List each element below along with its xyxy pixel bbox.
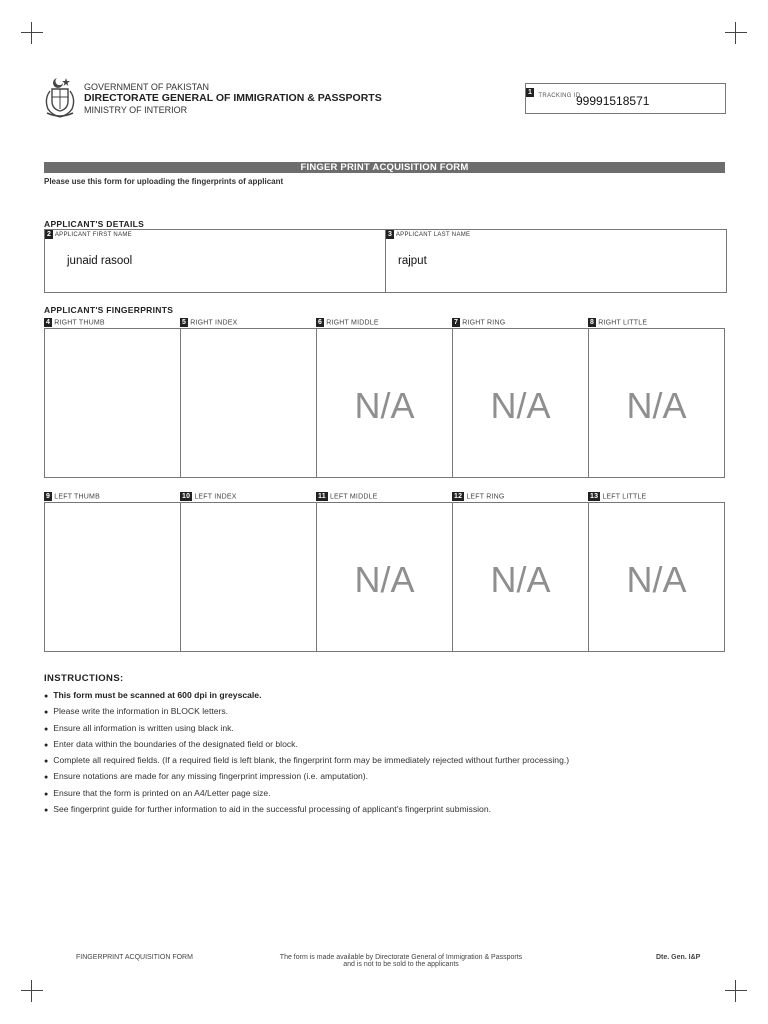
right-index-box[interactable] bbox=[181, 329, 317, 477]
right-little-label bbox=[588, 318, 647, 327]
instruction-item: ● Ensure notations are made for any missing fingerprint impression (i.e. amputation). bbox=[44, 769, 569, 785]
left-little-label bbox=[588, 492, 646, 501]
tracking-id-label: TRACKING ID bbox=[538, 93, 581, 99]
finger-label: LEFT LITTLE bbox=[602, 493, 647, 501]
left-ring-box[interactable] bbox=[453, 503, 589, 651]
finger-label: LEFT MIDDLE bbox=[329, 493, 378, 501]
footer-notice-line2: and is not to be sold to the applicants bbox=[343, 961, 459, 968]
first-name-field[interactable] bbox=[44, 229, 386, 293]
right-thumb-box[interactable] bbox=[45, 329, 181, 477]
tracking-id-field[interactable] bbox=[525, 83, 726, 114]
last-name-value: rajput bbox=[398, 255, 427, 267]
field-number: 5 bbox=[182, 319, 187, 326]
right-ring-label bbox=[452, 318, 505, 327]
finger-label: RIGHT LITTLE bbox=[598, 319, 648, 327]
left-ring-label bbox=[452, 492, 505, 501]
right-middle-label bbox=[316, 318, 379, 327]
last-name-label: APPLICANT LAST NAME bbox=[395, 232, 471, 239]
left-middle-label bbox=[316, 492, 378, 501]
field-number: 12 bbox=[454, 493, 463, 500]
field-number: 3 bbox=[388, 231, 393, 238]
field-number: 10 bbox=[182, 493, 191, 500]
field-number: 9 bbox=[46, 493, 51, 500]
fingerprints-heading: APPLICANT'S FINGERPRINTS bbox=[44, 305, 174, 315]
instructions-heading: INSTRUCTIONS: bbox=[44, 673, 124, 684]
instruction-item: ● See fingerprint guide for further information to aid in the successful processing of applicant's fingerprint submission. bbox=[44, 802, 569, 818]
footer-form-name: FINGERPRINT ACQUISITION FORM bbox=[76, 954, 193, 961]
instruction-item: ● Ensure all information is written using black ink. bbox=[44, 721, 569, 737]
left-hand-fingerprint-grid bbox=[44, 502, 725, 652]
left-thumb-label bbox=[44, 492, 100, 501]
crop-mark-top-left bbox=[21, 22, 43, 44]
ministry-name: MINISTRY OF INTERIOR bbox=[84, 105, 188, 115]
finger-label: RIGHT RING bbox=[462, 319, 506, 327]
form-subtitle: Please use this form for uploading the fingerprints of applicant bbox=[44, 177, 284, 186]
field-number: 6 bbox=[318, 319, 323, 326]
right-little-box[interactable] bbox=[589, 329, 724, 477]
field-number: 1 bbox=[528, 89, 532, 97]
instructions-list bbox=[44, 688, 569, 818]
finger-mark: N/A bbox=[354, 385, 415, 426]
instruction-item: ● Enter data within the boundaries of the designated field or block. bbox=[44, 737, 569, 753]
left-little-box[interactable] bbox=[589, 503, 724, 651]
finger-label: LEFT THUMB bbox=[54, 493, 100, 501]
instruction-item: ● Ensure that the form is printed on an A4/Letter page size. bbox=[44, 786, 569, 802]
footer-notice bbox=[256, 954, 546, 968]
finger-label: RIGHT MIDDLE bbox=[326, 319, 379, 327]
right-index-label bbox=[180, 318, 237, 327]
state-emblem-icon bbox=[41, 75, 79, 119]
field-number: 7 bbox=[454, 319, 459, 326]
right-middle-box[interactable] bbox=[317, 329, 453, 477]
finger-mark: N/A bbox=[626, 385, 687, 426]
crop-mark-bottom-right bbox=[725, 980, 747, 1002]
field-number: 8 bbox=[590, 319, 595, 326]
finger-label: LEFT RING bbox=[466, 493, 505, 501]
first-name-value: junaid rasool bbox=[67, 255, 133, 267]
left-middle-box[interactable] bbox=[317, 503, 453, 651]
field-number: 11 bbox=[318, 493, 326, 500]
instruction-item: ● This form must be scanned at 600 dpi in greyscale. bbox=[44, 688, 569, 704]
finger-mark: N/A bbox=[354, 559, 415, 600]
instruction-item: ● Complete all required fields. (If a required field is left blank, the fingerprint form may be immediately rejected without further processing.) bbox=[44, 753, 569, 769]
government-name: GOVERNMENT OF PAKISTAN bbox=[84, 82, 210, 92]
directorate-name: DIRECTORATE GENERAL OF IMMIGRATION & PASSPORTS bbox=[84, 92, 382, 104]
field-number: 2 bbox=[47, 231, 52, 238]
instruction-item: ● Please write the information in BLOCK letters. bbox=[44, 704, 569, 720]
finger-mark: N/A bbox=[490, 559, 551, 600]
left-thumb-box[interactable] bbox=[45, 503, 181, 651]
first-name-label: APPLICANT FIRST NAME bbox=[54, 232, 132, 239]
field-number: 4 bbox=[46, 319, 51, 326]
right-hand-labels bbox=[44, 318, 725, 328]
last-name-field[interactable] bbox=[385, 229, 727, 293]
finger-label: RIGHT THUMB bbox=[54, 319, 105, 327]
footer-notice-line1: The form is made available by Directorate General of Immigration & Passports bbox=[279, 954, 523, 961]
right-ring-box[interactable] bbox=[453, 329, 589, 477]
left-index-box[interactable] bbox=[181, 503, 317, 651]
left-hand-labels bbox=[44, 492, 725, 502]
crop-mark-bottom-left bbox=[21, 980, 43, 1002]
right-hand-fingerprint-grid bbox=[44, 328, 725, 478]
finger-mark: N/A bbox=[490, 385, 551, 426]
crop-mark-top-right bbox=[725, 22, 747, 44]
left-index-label bbox=[180, 492, 237, 501]
finger-label: LEFT INDEX bbox=[194, 493, 237, 501]
tracking-id-value: 99991518571 bbox=[576, 94, 650, 108]
finger-mark: N/A bbox=[626, 559, 687, 600]
applicant-details-heading: APPLICANT'S DETAILS bbox=[44, 219, 145, 229]
form-title: FINGER PRINT ACQUISITION FORM bbox=[44, 162, 725, 173]
finger-label: RIGHT INDEX bbox=[190, 319, 238, 327]
footer-department-code: Dte. Gen. I&P bbox=[656, 954, 701, 961]
right-thumb-label bbox=[44, 318, 105, 327]
field-number: 13 bbox=[590, 493, 599, 500]
